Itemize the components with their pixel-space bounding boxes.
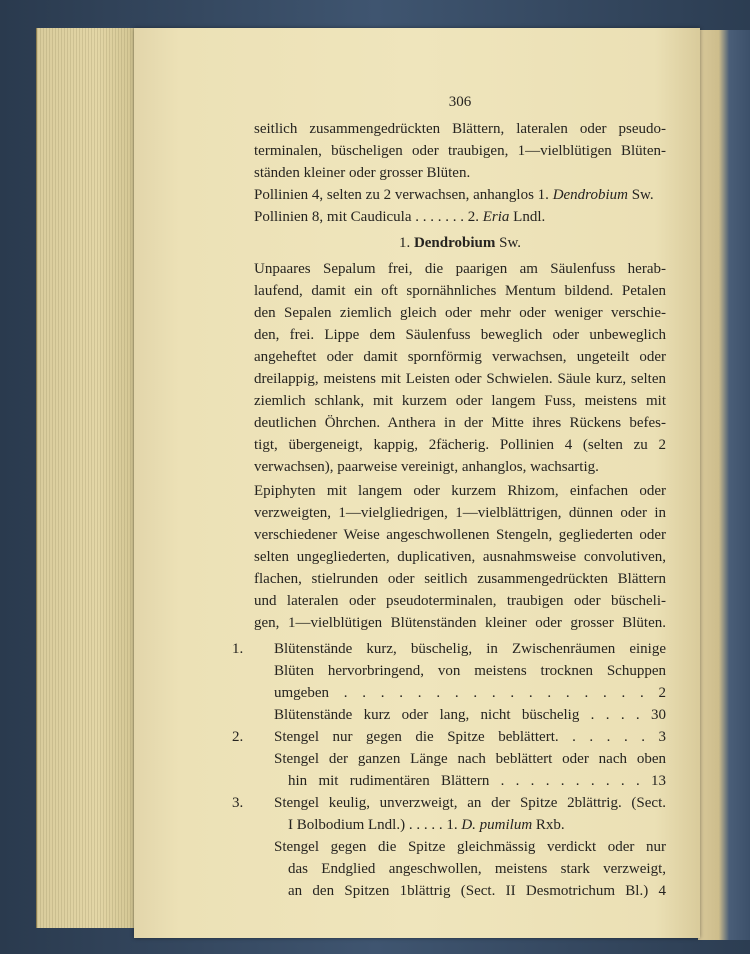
- key-line: Stengel der ganzen Länge nach beblättert oder nach oben: [274, 751, 666, 767]
- key-line: Blütenstände kurz oder lang, nicht büschelig . . . . 30: [274, 707, 666, 723]
- text-line: und lateralen oder pseudoterminalen, traubigen oder büscheli-: [254, 593, 666, 609]
- text-line: verschiedener Weise angeschwollenen Stengeln, gegliederten oder: [254, 527, 666, 543]
- text-line: Unpaares Sepalum frei, die paarigen am Säulenfuss herab-: [254, 261, 666, 277]
- text-line: flachen, stielrunden oder seitlich zusammengedrückten Blättern: [254, 571, 666, 587]
- text-line: den Sepalen ziemlich gleich oder mehr oder weniger verschie-: [254, 305, 666, 321]
- text-line: deutlichen Öhrchen. Anthera in der Mitte ihres Rückens befes-: [254, 415, 666, 431]
- section-heading: 1. Dendrobium Sw.: [398, 235, 522, 251]
- text-line: seitlich zusammengedrückten Blättern, lateralen oder pseudo-: [254, 121, 666, 137]
- key-line: das Endglied angeschwollen, meistens stark verzweigt,: [288, 861, 666, 877]
- key-line: hin mit rudimentären Blättern . . . . . . . . . . 13: [288, 773, 666, 789]
- text-line: ständen kleiner oder grosser Blüten.: [254, 165, 471, 181]
- key-line: Stengel gegen die Spitze gleichmässig verdickt oder nur: [274, 839, 666, 855]
- text-line: terminalen, büscheligen oder traubigen, 1—vielblütigen Blüten-: [254, 143, 666, 159]
- text-line: den, frei. Lippe dem Säulenfuss beweglich oder unbeweglich: [254, 327, 666, 343]
- page-edges: [36, 28, 137, 928]
- key-line-dendrobium: Pollinien 4, selten zu 2 verwachsen, anhanglos 1. Dendrobium Sw.: [254, 187, 654, 203]
- key-line-eria: Pollinien 8, mit Caudicula . . . . . . . 2. Eria Lndl.: [254, 209, 546, 225]
- text-line: gen, 1—vielblütigen Blütenständen kleiner oder grosser Blüten.: [254, 615, 666, 631]
- key-number: 1.: [232, 641, 244, 657]
- text-line: verwachsen), paarweise vereinigt, anhanglos, wachsartig.: [254, 459, 599, 475]
- text-line: dreilappig, meistens mit Leisten oder Schwielen. Säule kurz, selten: [254, 371, 666, 387]
- key-number: 3.: [232, 795, 244, 811]
- text-line: Epiphyten mit langem oder kurzem Rhizom, einfachen oder: [254, 483, 666, 499]
- key-line: Stengel nur gegen die Spitze beblättert. . . . . . 3: [274, 729, 666, 745]
- text-line: selten ungegliederten, duplicativen, ausnahmsweise convolutiven,: [254, 549, 666, 565]
- key-line-pumilum: I Bolbodium Lndl.) . . . . . 1. D. pumilum Rxb.: [288, 817, 565, 833]
- text-line: laufend, damit ein oft spornähnliches Mentum bildend. Petalen: [254, 283, 666, 299]
- text-line: tigt, übergeneigt, kappig, 2fächerig. Pollinien 4 (selten zu 2: [254, 437, 666, 453]
- text-line: ziemlich schlank, mit kurzem oder langem Fuss, meistens mit: [254, 393, 666, 409]
- text-line: angeheftet oder damit spornförmig verwachsen, ungeteilt oder: [254, 349, 666, 365]
- page-number: 306: [448, 94, 472, 110]
- key-line: an den Spitzen 1blättrig (Sect. II Desmotrichum Bl.) 4: [288, 883, 666, 899]
- key-line: umgeben . . . . . . . . . . . . . . . . . 2: [274, 685, 666, 701]
- key-line: Blüten hervorbringend, von meistens trocknen Schuppen: [274, 663, 666, 679]
- key-number: 2.: [232, 729, 244, 745]
- text-line: verzweigten, 1—vielgliedrigen, 1—vielblättrigen, dünnen oder in: [254, 505, 666, 521]
- key-line: Stengel keulig, unverzweigt, an der Spitze 2blättrig. (Sect.: [274, 795, 666, 811]
- key-line: Blütenstände kurz, büschelig, in Zwischenräumen einige: [274, 641, 666, 657]
- facing-page-edge: [698, 30, 750, 940]
